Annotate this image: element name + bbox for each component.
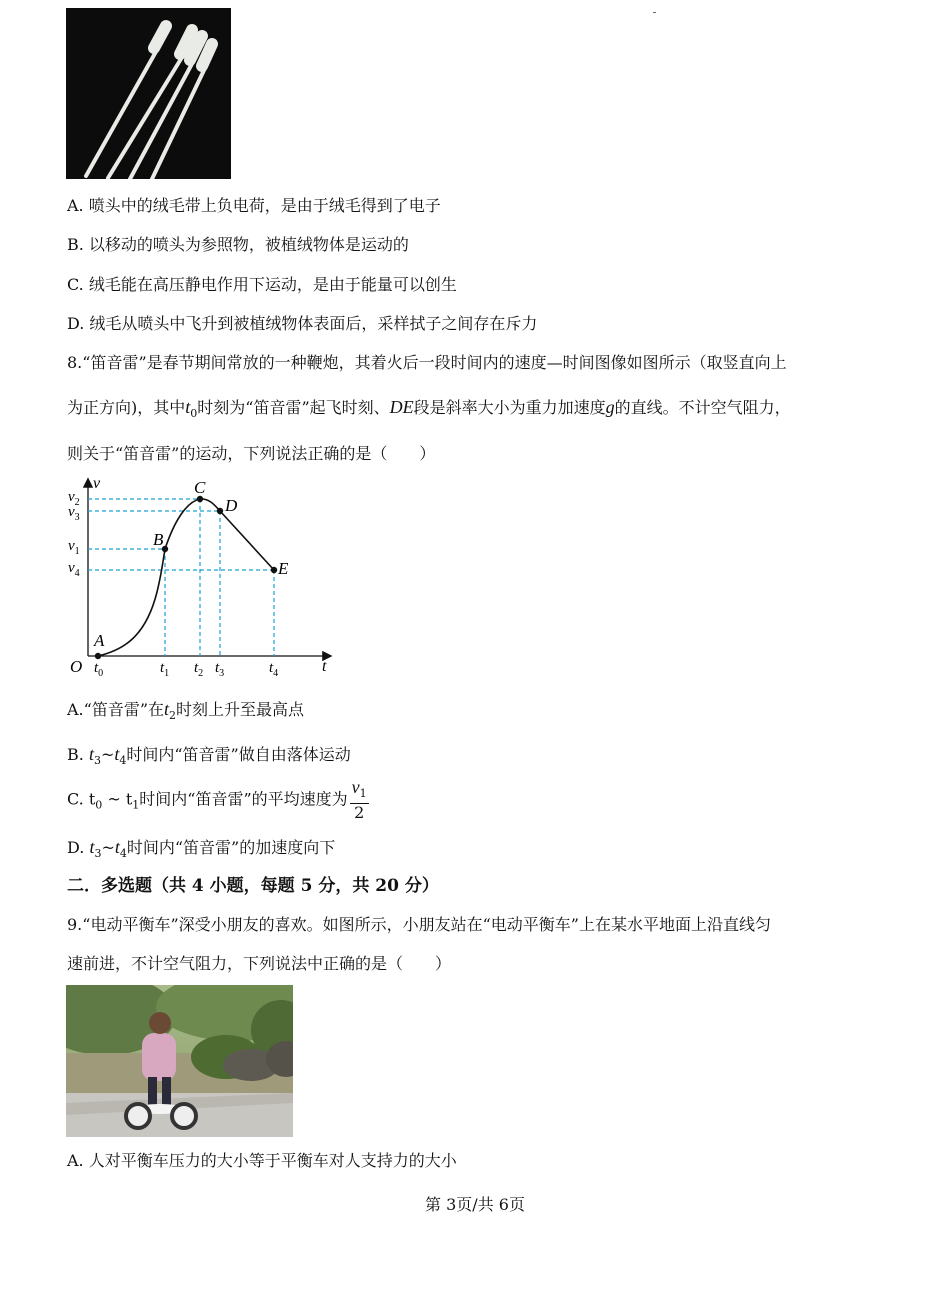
origin-label: O	[70, 657, 83, 676]
q8-option-a: A.“笛音雷”在$t_2$时刻上升至最高点	[67, 699, 305, 722]
q7-option-d: D. 绒毛从喷头中飞升到被植绒物体表面后，采样拭子之间存在斥力	[67, 314, 538, 333]
label-a: A	[94, 631, 105, 650]
label-b: B	[153, 530, 164, 549]
q7-option-c: C. 绒毛能在高压静电作用下运动，是由于能量可以创生	[67, 275, 457, 294]
t1-label: $t_1$	[160, 660, 170, 679]
v1-label: $v_1$	[68, 538, 80, 557]
label-c: C	[194, 478, 206, 497]
vt-graph	[62, 474, 342, 684]
v3-label: $v_3$	[68, 504, 80, 523]
v4-label: $v_4$	[68, 560, 80, 579]
q8-stem-line2: 为正方向)，其中$t_0$时刻为“笛音雷”起飞时刻、DE段是斜率大小为重力加速度g的直线。不计空气阻力，	[67, 397, 791, 420]
q7-option-b: B. 以移动的喷头为参照物，被植绒物体是运动的	[67, 235, 409, 254]
point-e	[271, 567, 277, 573]
swab-photo	[66, 8, 231, 179]
scan-mark	[653, 12, 656, 13]
q7-option-a: A. 喷头中的绒毛带上负电荷，是由于绒毛得到了电子	[67, 196, 441, 215]
q9-option-a: A. 人对平衡车压力的大小等于平衡车对人支持力的大小	[67, 1151, 457, 1170]
vt-curve	[98, 499, 274, 656]
t4-label: $t_4$	[269, 660, 279, 679]
v2-label: $v_2$	[68, 489, 80, 508]
section-heading-multiple-choice: 二．多选题（共 4 小题，每题 5 分，共 20 分）	[67, 876, 439, 896]
fraction-v1-over-2: $\frac{v_1}{2}$	[351, 777, 367, 822]
q8-option-b: B. $t_3\sim t_4$时间内“笛音雷”做自由落体运动	[67, 744, 351, 767]
label-e: E	[278, 559, 289, 578]
axis-t-label: t	[322, 658, 327, 675]
point-a	[95, 653, 101, 659]
q8-option-c: C. $t_0$ ~ $t_1$时间内“笛音雷”的平均速度为 $\frac{v_1}{2}$	[67, 777, 367, 822]
q9-stem-line2: 速前进，不计空气阻力，下列说法中正确的是（ ）	[67, 954, 452, 973]
q8-stem-line3: 则关于“笛音雷”的运动，下列说法正确的是（ ）	[67, 444, 436, 463]
balance-scooter-photo	[66, 985, 293, 1137]
q9-stem-line1: 9.“电动平衡车”深受小朋友的喜欢。如图所示，小朋友站在“电动平衡车”上在某水平地面上沿直线匀	[67, 915, 771, 934]
point-d	[217, 508, 223, 514]
t2-label: $t_2$	[194, 660, 204, 679]
t0-label: $t_0$	[94, 660, 104, 679]
label-d: D	[225, 496, 238, 515]
q8-stem-line1: 8.“笛音雷”是春节期间常放的一种鞭炮，其着火后一段时间内的速度—时间图像如图所示（取竖直向上	[67, 353, 787, 372]
q8-option-d: D. $t_3\sim t_4$时间内“笛音雷”的加速度向下	[67, 837, 336, 860]
t3-label: $t_3$	[215, 660, 225, 679]
axis-v-label: v	[93, 475, 101, 492]
page-footer: 第 3页/共 6页	[425, 1195, 525, 1214]
